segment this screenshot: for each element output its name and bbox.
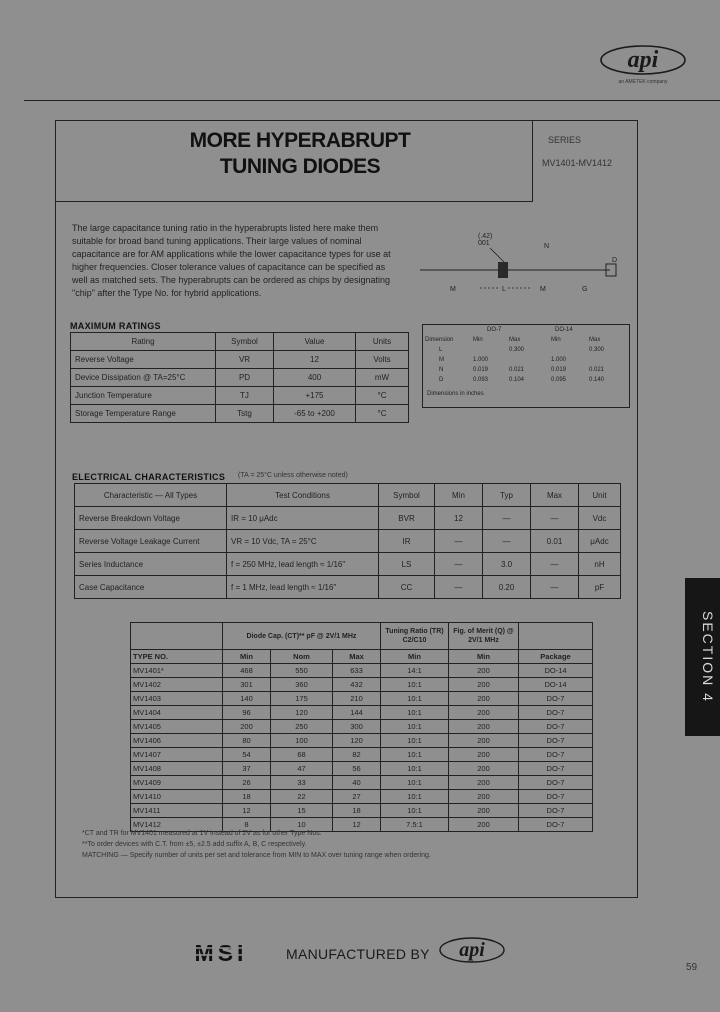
table-cell: Device Dissipation @ TA=25°C: [71, 369, 216, 387]
table-cell: 633: [333, 664, 381, 678]
table-group-header-row: [131, 623, 593, 650]
table-header-cell: Nom: [271, 650, 333, 664]
table-cell: LS: [379, 553, 435, 576]
table-cell: 80: [223, 734, 271, 748]
table-cell: 120: [271, 706, 333, 720]
diagram-label-7: G: [582, 286, 588, 293]
table-cell: —: [435, 530, 483, 553]
type-number-cell: MV1405: [131, 720, 223, 734]
api-footer-logo-text: api: [459, 939, 485, 961]
table-cell: pF: [579, 576, 621, 599]
dim-group-do7: DO-7: [487, 327, 502, 333]
diagram-label-6: M: [540, 286, 546, 293]
table-cell: 0.20: [483, 576, 531, 599]
table-cell: +175: [274, 387, 356, 405]
dim-cell: 0.019: [551, 367, 567, 373]
table-cell: Reverse Voltage: [71, 351, 216, 369]
table-cell: 10:1: [381, 762, 449, 776]
table-cell: DO-7: [519, 790, 593, 804]
table-cell: 10:1: [381, 720, 449, 734]
api-logo-subtext: an AMETEK company: [618, 79, 668, 85]
table-cell: 22: [271, 790, 333, 804]
table-cell: Storage Temperature Range: [71, 405, 216, 423]
table-cell: 18: [223, 790, 271, 804]
table-header-cell: Units: [356, 333, 409, 351]
table-cell: 56: [333, 762, 381, 776]
table-row: [131, 720, 593, 734]
table-header-cell: Value: [274, 333, 356, 351]
table-cell: Vdc: [579, 507, 621, 530]
table-header-cell: Package: [519, 650, 593, 664]
dim-group-do14: DO-14: [555, 327, 573, 333]
table-cell: 8: [223, 818, 271, 832]
electrical-heading: ELECTRICAL CHARACTERISTICS: [72, 472, 226, 482]
msi-logo: [178, 941, 264, 963]
table-cell: 144: [333, 706, 381, 720]
table-cell: °C: [356, 405, 409, 423]
page-number: 59: [686, 962, 698, 973]
table-cell: 33: [271, 776, 333, 790]
table-cell: 100: [271, 734, 333, 748]
table-cell: —: [435, 553, 483, 576]
table-cell: -65 to +200: [274, 405, 356, 423]
dim-cell: 0.300: [509, 347, 525, 353]
table-cell: 200: [449, 762, 519, 776]
table-row: [131, 678, 593, 692]
table-cell: 200: [449, 678, 519, 692]
table-cell: 7.5:1: [381, 818, 449, 832]
table-cell: 96: [223, 706, 271, 720]
table-cell: Tstg: [216, 405, 274, 423]
table-row: [71, 387, 409, 405]
footnote-1: *CT and TR for MV1401 measured at 1V instead of 2V as for other Type Nos.: [82, 830, 322, 837]
table-cell: 12: [333, 818, 381, 832]
table-cell: DO-14: [519, 664, 593, 678]
api-logo: [598, 36, 688, 86]
type-number-cell: MV1410: [131, 790, 223, 804]
table-cell: 10:1: [381, 706, 449, 720]
table-cell: 40: [333, 776, 381, 790]
table-cell: VR = 10 Vdc, TA = 25°C: [227, 530, 379, 553]
package-outline-diagram: [420, 228, 620, 300]
table-header-cell: Unit: [579, 484, 621, 507]
table-cell: 200: [449, 818, 519, 832]
table-cell: 10:1: [381, 734, 449, 748]
table-cell: mW: [356, 369, 409, 387]
table-header-row: [71, 333, 409, 351]
table-row: [75, 507, 621, 530]
table-cell: DO-7: [519, 748, 593, 762]
max-ratings-heading: MAXIMUM RATINGS: [70, 321, 161, 331]
table-header-cell: Min: [381, 650, 449, 664]
table-header-row: [131, 650, 593, 664]
table-cell: 14:1: [381, 664, 449, 678]
table-header-cell: [131, 623, 223, 650]
title-line2: TUNING DIODES: [219, 155, 381, 178]
table-cell: 26: [223, 776, 271, 790]
table-header-cell: Min: [435, 484, 483, 507]
dim-header-max1: Max: [509, 337, 521, 343]
table-row: [75, 553, 621, 576]
table-header-cell: TYPE NO.: [131, 650, 223, 664]
table-cell: 68: [271, 748, 333, 762]
table-cell: 54: [223, 748, 271, 762]
table-cell: 120: [333, 734, 381, 748]
table-header-row: [75, 484, 621, 507]
table-cell: f = 1 MHz, lead length ≈ 1/16": [227, 576, 379, 599]
table-cell: 301: [223, 678, 271, 692]
table-cell: 10:1: [381, 678, 449, 692]
table-cell: —: [435, 576, 483, 599]
table-cell: VR: [216, 351, 274, 369]
table-row: [131, 664, 593, 678]
page-title: [150, 128, 450, 180]
dimensions-table: [422, 324, 630, 408]
table-cell: —: [531, 507, 579, 530]
table-cell: CC: [379, 576, 435, 599]
table-cell: 200: [223, 720, 271, 734]
table-cell: 140: [223, 692, 271, 706]
dim-cell: L: [439, 347, 443, 353]
table-cell: μAdc: [579, 530, 621, 553]
table-cell: 82: [333, 748, 381, 762]
dim-cell: 0.140: [589, 377, 605, 383]
table-cell: 10:1: [381, 804, 449, 818]
dim-cell: 0.021: [509, 367, 525, 373]
table-cell: °C: [356, 387, 409, 405]
table-cell: DO-7: [519, 692, 593, 706]
table-header-cell: [519, 623, 593, 650]
table-cell: Reverse Voltage Leakage Current: [75, 530, 227, 553]
table-cell: f = 250 MHz, lead length ≈ 1/16": [227, 553, 379, 576]
dim-header-min2: Min: [551, 337, 561, 343]
type-number-cell: MV1409: [131, 776, 223, 790]
table-row: [75, 576, 621, 599]
dim-cell: 0.021: [589, 367, 605, 373]
table-cell: IR = 10 μAdc: [227, 507, 379, 530]
table-cell: 250: [271, 720, 333, 734]
intro-paragraph: The large capacitance tuning ratio in the hyperabrupts listed here make them suitable for broad band tuning applications. Their large values of nominal capacitance are for AM applications while the lower capacitance types for use at higher frequencies. Closer tolerance values of capacitance can be specified as well as matched sets. The hyperabrupts can be ordered as chips by designating "chip" after the Type No. for hybrid applications.: [72, 223, 391, 298]
table-cell: —: [483, 530, 531, 553]
table-header-cell: Test Conditions: [227, 484, 379, 507]
fig-merit-header: Fig. of Merit (Q) @ 2V/1 MHz: [449, 623, 519, 650]
table-cell: 400: [274, 369, 356, 387]
dim-cell: 1.000: [473, 357, 489, 363]
table-cell: 12: [435, 507, 483, 530]
table-cell: Case Capacitance: [75, 576, 227, 599]
max-ratings-table: [70, 332, 409, 423]
diagram-label-0: (.42): [478, 233, 493, 240]
table-cell: 200: [449, 664, 519, 678]
table-cell: 3.0: [483, 553, 531, 576]
diagram-label-4: M: [450, 286, 456, 293]
diagram-label-3: D: [612, 257, 618, 264]
table-header-cell: Symbol: [379, 484, 435, 507]
table-header-cell: Max: [531, 484, 579, 507]
table-cell: 432: [333, 678, 381, 692]
type-number-cell: MV1412: [131, 818, 223, 832]
table-cell: 10:1: [381, 748, 449, 762]
table-row: [131, 776, 593, 790]
table-header-cell: Typ: [483, 484, 531, 507]
dim-cell: N: [439, 367, 444, 373]
table-cell: DO-7: [519, 818, 593, 832]
top-rule: [24, 100, 720, 101]
diode-cap-header: Diode Cap. (CT)** pF @ 2V/1 MHz: [223, 623, 381, 650]
table-cell: 550: [271, 664, 333, 678]
type-number-cell: MV1404: [131, 706, 223, 720]
dim-cell: 0.019: [473, 367, 489, 373]
table-cell: nH: [579, 553, 621, 576]
dim-cell: 0.093: [473, 377, 489, 383]
table-cell: BVR: [379, 507, 435, 530]
electrical-condition: (TA = 25°C unless otherwise noted): [238, 472, 348, 479]
type-number-cell: MV1407: [131, 748, 223, 762]
table-cell: 200: [449, 720, 519, 734]
table-row: [75, 530, 621, 553]
dim-header-min1: Min: [473, 337, 483, 343]
dim-note: Dimensions in inches: [427, 391, 484, 397]
table-row: [71, 369, 409, 387]
table-cell: Reverse Breakdown Voltage: [75, 507, 227, 530]
table-row: [71, 351, 409, 369]
table-cell: PD: [216, 369, 274, 387]
tuning-ratio-header: Tuning Ratio (TR) C2/C10: [381, 623, 449, 650]
table-header-cell: Symbol: [216, 333, 274, 351]
table-cell: 300: [333, 720, 381, 734]
dim-header-dimension: Dimension: [425, 337, 454, 343]
table-cell: Junction Temperature: [71, 387, 216, 405]
table-header-cell: Min: [449, 650, 519, 664]
table-cell: 10:1: [381, 692, 449, 706]
table-header-cell: Rating: [71, 333, 216, 351]
table-cell: —: [483, 507, 531, 530]
type-number-table: [130, 622, 593, 832]
type-number-cell: MV1403: [131, 692, 223, 706]
table-cell: DO-7: [519, 762, 593, 776]
table-cell: 0.01: [531, 530, 579, 553]
table-row: [71, 405, 409, 423]
diagram-label-5: L: [502, 286, 506, 293]
table-cell: 200: [449, 790, 519, 804]
title-line1: MORE HYPERABRUPT: [189, 129, 411, 152]
manufactured-by-text: MANUFACTURED BY: [286, 946, 430, 962]
table-cell: —: [531, 553, 579, 576]
type-number-cell: MV1408: [131, 762, 223, 776]
table-header-cell: Max: [333, 650, 381, 664]
footnote-2: **To order devices with C.T. from ±5, ±2.5 add suffix A, B, C respectively.: [82, 841, 307, 848]
section-tab-label: SECTION 4: [700, 611, 716, 703]
table-cell: 200: [449, 748, 519, 762]
table-cell: DO-7: [519, 804, 593, 818]
table-cell: IR: [379, 530, 435, 553]
series-label: SERIES: [548, 135, 582, 145]
dim-cell: M: [439, 357, 444, 363]
table-row: [131, 748, 593, 762]
table-header-cell: Min: [223, 650, 271, 664]
table-cell: 10:1: [381, 790, 449, 804]
table-cell: 200: [449, 692, 519, 706]
table-cell: 12: [223, 804, 271, 818]
table-cell: 200: [449, 706, 519, 720]
table-cell: 210: [333, 692, 381, 706]
table-cell: TJ: [216, 387, 274, 405]
electrical-characteristics-table: [74, 483, 621, 599]
type-number-cell: MV1402: [131, 678, 223, 692]
footnote-3: MATCHING — Specify number of units per set and tolerance from MIN to MAX over tuning range when ordering.: [82, 852, 431, 859]
table-row: [131, 804, 593, 818]
table-cell: 10:1: [381, 776, 449, 790]
table-cell: 360: [271, 678, 333, 692]
table-cell: DO-14: [519, 678, 593, 692]
type-number-cell: MV1401*: [131, 664, 223, 678]
diagram-label-2: N: [544, 243, 550, 250]
msi-logo-text: MSI: [194, 941, 248, 963]
table-cell: 37: [223, 762, 271, 776]
table-header-cell: Characteristic — All Types: [75, 484, 227, 507]
table-cell: Volts: [356, 351, 409, 369]
table-cell: 200: [449, 776, 519, 790]
dim-cell: 0.300: [589, 347, 605, 353]
table-row: [131, 790, 593, 804]
table-cell: 10: [271, 818, 333, 832]
api-footer-logo: [436, 928, 508, 972]
table-cell: 200: [449, 734, 519, 748]
table-cell: DO-7: [519, 734, 593, 748]
table-cell: 468: [223, 664, 271, 678]
type-number-cell: MV1406: [131, 734, 223, 748]
table-row: [131, 706, 593, 720]
table-cell: 18: [333, 804, 381, 818]
table-row: [131, 734, 593, 748]
diagram-label-1: 001: [478, 240, 490, 247]
table-cell: Series Inductance: [75, 553, 227, 576]
table-cell: 47: [271, 762, 333, 776]
table-cell: 12: [274, 351, 356, 369]
table-cell: DO-7: [519, 706, 593, 720]
series-range: MV1401-MV1412: [542, 158, 613, 168]
table-cell: DO-7: [519, 720, 593, 734]
table-cell: 200: [449, 804, 519, 818]
dim-cell: 1.000: [551, 357, 567, 363]
table-cell: 27: [333, 790, 381, 804]
dim-cell: 0.095: [551, 377, 567, 383]
type-number-cell: MV1411: [131, 804, 223, 818]
api-logo-text: api: [627, 47, 659, 73]
table-cell: 175: [271, 692, 333, 706]
table-cell: DO-7: [519, 776, 593, 790]
dim-cell: D: [439, 377, 444, 383]
dim-cell: 0.104: [509, 377, 525, 383]
table-row: [131, 762, 593, 776]
table-row: [131, 692, 593, 706]
table-cell: —: [531, 576, 579, 599]
table-cell: 15: [271, 804, 333, 818]
dim-header-max2: Max: [589, 337, 601, 343]
